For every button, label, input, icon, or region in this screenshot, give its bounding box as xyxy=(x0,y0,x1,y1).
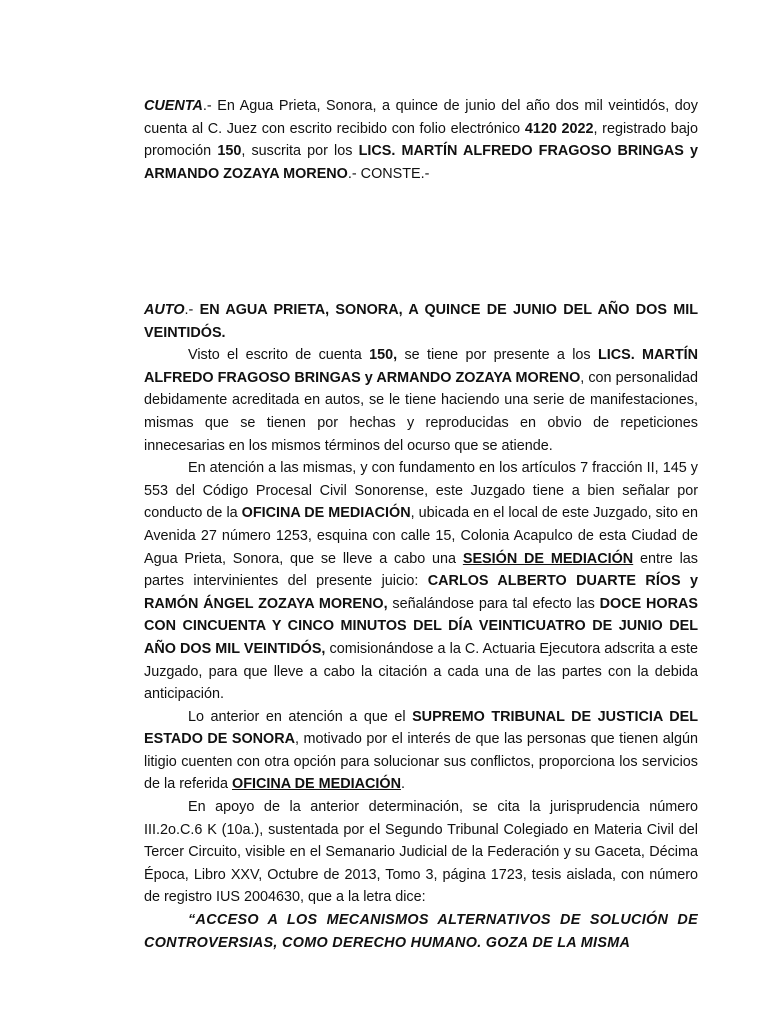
auto-paragraph-1 xyxy=(144,344,698,457)
p2-office: OFICINA DE MEDIACIÓN xyxy=(241,505,411,522)
auto-heading xyxy=(144,299,698,344)
cuenta-label: CUENTA xyxy=(144,98,203,114)
auto-heading-text: EN AGUA PRIETA, SONORA, A QUINCE DE JUNIO DEL AÑO DOS MIL VEINTIDÓS. xyxy=(144,302,698,341)
p1-lawyers: LICS. MARTÍN ALFREDO FRAGOSO BRINGAS y ARMANDO ZOZAYA MORENO xyxy=(144,347,698,386)
auto-section xyxy=(144,299,698,954)
p2-date-time: DOCE HORAS CON CINCUENTA Y CINCO MINUTOS DEL DÍA VEINTICUATRO DE JUNIO DEL AÑO DOS MIL VEINTIDÓS, xyxy=(144,595,699,657)
cuenta-text-3: , suscrita por los xyxy=(241,143,359,160)
p2-text-2: , ubicada en el local de este Juzgado, sito en Avenida 27 número 1253, esquina con calle 15, Colonia Acapulco de esta Ciudad de Agua Prieta, Sonora, que se lleve a cabo una xyxy=(144,505,698,567)
jurisprudence-quote: “ACCESO A LOS MECANISMOS ALTERNATIVOS DE SOLUCIÓN DE CONTROVERSIAS, COMO DERECHO HUMANO. GOZA DE LA MISMA xyxy=(144,912,698,951)
cuenta-paragraph xyxy=(144,95,698,185)
cuenta-text-4: .- CONSTE.- xyxy=(347,165,430,182)
p2-text-1: En atención a las mismas, y con fundamento en los artículos 7 fracción II, 145 y 553 del Código Procesal Civil Sonorense, este Juzgado tiene a bien señalar por conducto de la xyxy=(144,460,698,522)
cuenta-lawyers: LICS. MARTÍN ALFREDO FRAGOSO BRINGAS y ARMANDO ZOZAYA MORENO xyxy=(144,143,698,182)
auto-paragraph-2 xyxy=(144,457,698,706)
p3-office: OFICINA DE MEDIACIÓN xyxy=(232,776,401,793)
p2-parties: CARLOS ALBERTO DUARTE RÍOS y RAMÓN ÁNGEL ZOZAYA MORENO, xyxy=(144,573,699,612)
p2-text-5: comisionándose a la C. Actuaria Ejecutora adscrita a este Juzgado, para que lleve a cabo la citación a cada una de las partes con la debida anticipación. xyxy=(144,640,698,703)
auto-label: AUTO xyxy=(144,302,185,318)
p1-text-2: se tiene por presente a los xyxy=(397,347,598,364)
p3-text-3: . xyxy=(400,776,405,793)
cuenta-text-2: , registrado bajo promoción xyxy=(144,120,699,160)
p1-bold-1: 150, xyxy=(369,347,398,364)
auto-paragraph-4: En apoyo de la anterior determinación, se cita la jurisprudencia número III.2o.C.6 K (10a.), sustentada por el Segundo Tribunal Colegiado en Materia Civil del Tercer Circuito, visible en el Semanario Judicial de la Federación y su Gaceta, Décima Época, Libro XXV, Octubre de 2013, Tomo 3, página 1723, tesis aislada, con número de registro IUS 2004630, que a la letra dice: xyxy=(144,799,698,906)
p2-text-4: señalándose para tal efecto las xyxy=(387,595,600,612)
p3-text-1: Lo anterior en atención a que el xyxy=(188,708,413,725)
cuenta-section xyxy=(144,95,698,185)
promotion-number: 150 xyxy=(217,143,242,160)
folio-number: 4120 2022 xyxy=(524,120,594,137)
auto-separator: .- xyxy=(184,302,200,318)
p1-text-1: Visto el escrito de cuenta xyxy=(188,347,370,364)
p2-text-3: entre las partes intervinientes del presente juicio: xyxy=(144,550,698,590)
p2-session: SESIÓN DE MEDIACIÓN xyxy=(462,550,634,567)
auto-paragraph-3 xyxy=(144,706,698,796)
p3-tribunal: SUPREMO TRIBUNAL DE JUSTICIA DEL ESTADO DE SONORA xyxy=(144,708,699,748)
cuenta-text-1: .- En Agua Prieta, Sonora, a quince de junio del año dos mil veintidós, doy cuenta al C. Juez con escrito recibido con folio electrónico xyxy=(144,98,698,137)
p1-text-3: , con personalidad debidamente acreditada en autos, se le tiene haciendo una serie de manifestaciones, mismas que se tienen por hechas y reproducidas en obvio de repeticiones innecesarias en los mismos términos del ocurso que se atiende. xyxy=(144,369,698,454)
p3-text-2: , motivado por el interés de que las personas que tienen algún litigio cuenten con otra opción para solucionar sus conflictos, proporciona los servicios de la referida xyxy=(144,731,698,793)
